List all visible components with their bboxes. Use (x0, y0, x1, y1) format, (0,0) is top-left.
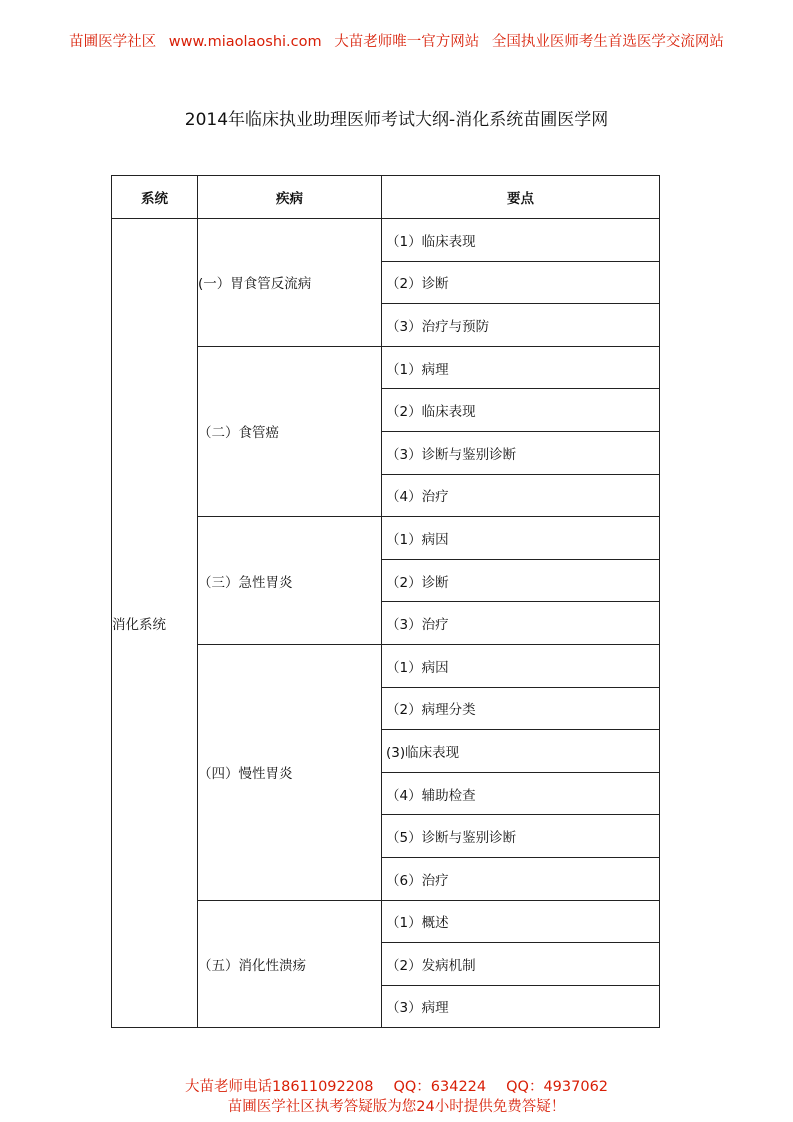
site-name: 苗圃医学社区 (69, 34, 157, 50)
page-header (0, 30, 793, 51)
table-header-row (112, 176, 660, 219)
point-cell: （3）诊断与鉴别诊断 (382, 431, 660, 474)
disease-cell: （二）食管癌 (198, 346, 382, 516)
site-url-link[interactable]: www.miaolaoshi.com (168, 34, 322, 50)
point-cell: (3)临床表现 (382, 730, 660, 773)
point-cell: （1）概述 (382, 900, 660, 943)
header-disease: 疾病 (198, 176, 382, 219)
point-cell: （1）病因 (382, 517, 660, 560)
footer-phone: 大苗老师电话18611092208 (184, 1079, 374, 1095)
disease-cell: （三）急性胃炎 (198, 517, 382, 645)
page-footer (0, 1077, 793, 1117)
slogan-community: 全国执业医师考生首选医学交流网站 (491, 34, 724, 50)
point-cell: （2）诊断 (382, 559, 660, 602)
point-cell: （2）诊断 (382, 261, 660, 304)
table-row (112, 219, 660, 262)
header-points: 要点 (382, 176, 660, 219)
point-cell: （6）治疗 (382, 857, 660, 900)
disease-cell: （四）慢性胃炎 (198, 644, 382, 900)
point-cell: （2）发病机制 (382, 943, 660, 986)
disease-cell: (一）胃食管反流病 (198, 219, 382, 347)
footer-slogan: 苗圃医学社区执考答疑版为您24小时提供免费答疑！ (227, 1099, 566, 1115)
point-cell: （3）病理 (382, 985, 660, 1028)
disease-cell: （五）消化性溃疡 (198, 900, 382, 1028)
point-cell: （3）治疗 (382, 602, 660, 645)
footer-qq2: QQ：4937062 (506, 1079, 609, 1095)
point-cell: （1）病因 (382, 644, 660, 687)
page-title: 2014年临床执业助理医师考试大纲-消化系统苗圃医学网 (184, 110, 609, 130)
point-cell: （3）治疗与预防 (382, 304, 660, 347)
footer-contact-line (0, 1077, 793, 1097)
point-cell: （1）病理 (382, 346, 660, 389)
point-cell: （2）临床表现 (382, 389, 660, 432)
footer-qq1: QQ：634224 (393, 1079, 487, 1095)
point-cell: （2）病理分类 (382, 687, 660, 730)
point-cell: （4）治疗 (382, 474, 660, 517)
header-system: 系统 (112, 176, 198, 219)
system-cell: 消化系统 (112, 219, 198, 1028)
point-cell: （1）临床表现 (382, 219, 660, 262)
syllabus-table (111, 175, 660, 1028)
slogan-official: 大苗老师唯一官方网站 (334, 34, 480, 50)
point-cell: （4）辅助检查 (382, 772, 660, 815)
point-cell: （5）诊断与鉴别诊断 (382, 815, 660, 858)
